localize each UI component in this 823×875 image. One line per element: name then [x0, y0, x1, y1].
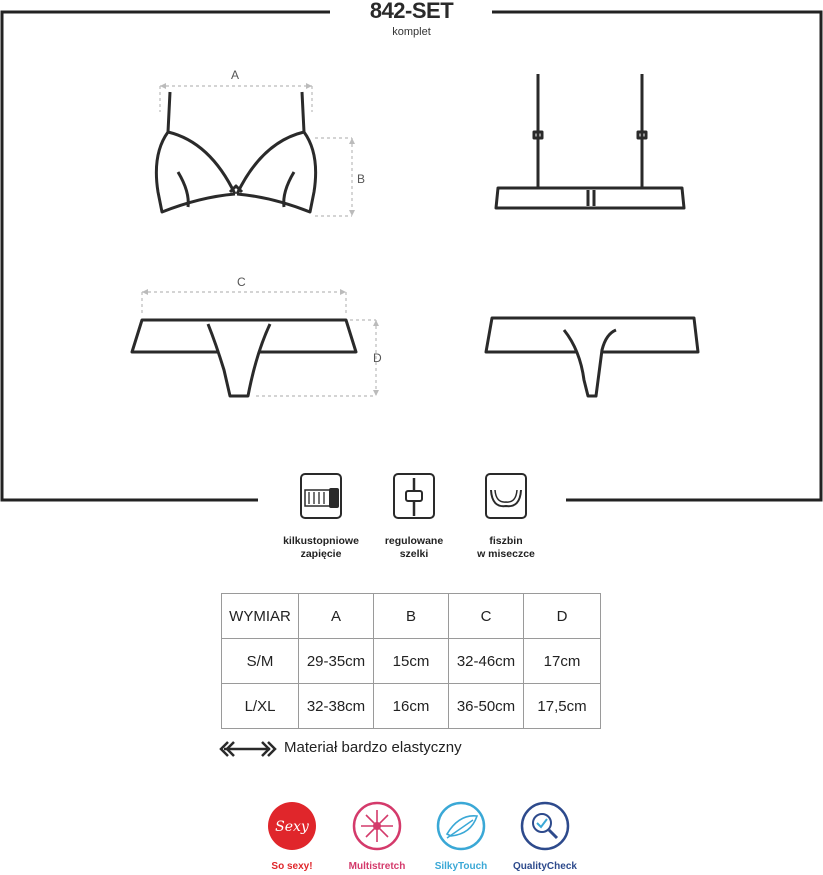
table-header-cell: WYMIAR: [222, 594, 299, 639]
elastic-arrows-icon: [218, 738, 278, 760]
table-row: [222, 639, 601, 684]
size-table: [221, 593, 601, 729]
bra-back-diagram: [490, 70, 690, 215]
feature-label-line2: zapięcie: [300, 548, 342, 560]
table-row: [222, 684, 601, 729]
table-cell: 29-35cm: [299, 639, 374, 684]
badge-label: Multistretch: [348, 861, 406, 872]
adjustable-strap-icon: [392, 472, 436, 522]
badge-label: QualityCheck: [513, 861, 577, 872]
table-cell: 16cm: [374, 684, 449, 729]
table-cell: L/XL: [222, 684, 299, 729]
bra-front-diagram: [140, 62, 380, 232]
dimension-label-d: D: [373, 351, 382, 365]
thong-front-diagram: [120, 280, 390, 405]
feature-label-line1: regulowane: [384, 535, 444, 547]
table-header-cell: A: [299, 594, 374, 639]
badge-label: SilkyTouch: [434, 861, 488, 872]
table-header-cell: D: [524, 594, 601, 639]
table-cell: 32-46cm: [449, 639, 524, 684]
feather-icon: [435, 800, 487, 852]
table-header-cell: C: [449, 594, 524, 639]
page-title: 842-SET: [369, 0, 454, 23]
quality-check-icon: [519, 800, 571, 852]
table-cell: 15cm: [374, 639, 449, 684]
material-note: Materiał bardzo elastyczny: [284, 739, 462, 756]
page-subtitle: komplet: [392, 26, 431, 38]
thong-back-diagram: [480, 310, 710, 400]
table-cell: S/M: [222, 639, 299, 684]
underwire-icon: [484, 472, 528, 522]
badge-qualitycheck: [495, 800, 595, 872]
feature-underwire: [451, 472, 561, 561]
feature-label-line1: kilkustopniowe: [283, 535, 359, 547]
feature-label-line2: szelki: [399, 548, 429, 560]
sexy-icon: [266, 800, 318, 852]
dimension-label-c: C: [237, 275, 246, 289]
table-cell: 17,5cm: [524, 684, 601, 729]
sexy-icon-text: Sexy: [275, 819, 309, 835]
feature-label-line1: fiszbin: [489, 535, 523, 547]
badge-label: So sexy!: [271, 861, 313, 872]
table-header-row: [222, 594, 601, 639]
dimension-label-b: B: [357, 172, 366, 186]
table-cell: 36-50cm: [449, 684, 524, 729]
table-header-cell: B: [374, 594, 449, 639]
multi-hook-closure-icon: [299, 472, 343, 522]
table-cell: 17cm: [524, 639, 601, 684]
table-cell: 32-38cm: [299, 684, 374, 729]
multistretch-icon: [351, 800, 403, 852]
dimension-label-a: A: [231, 68, 240, 82]
feature-label-line2: w miseczce: [477, 548, 535, 560]
